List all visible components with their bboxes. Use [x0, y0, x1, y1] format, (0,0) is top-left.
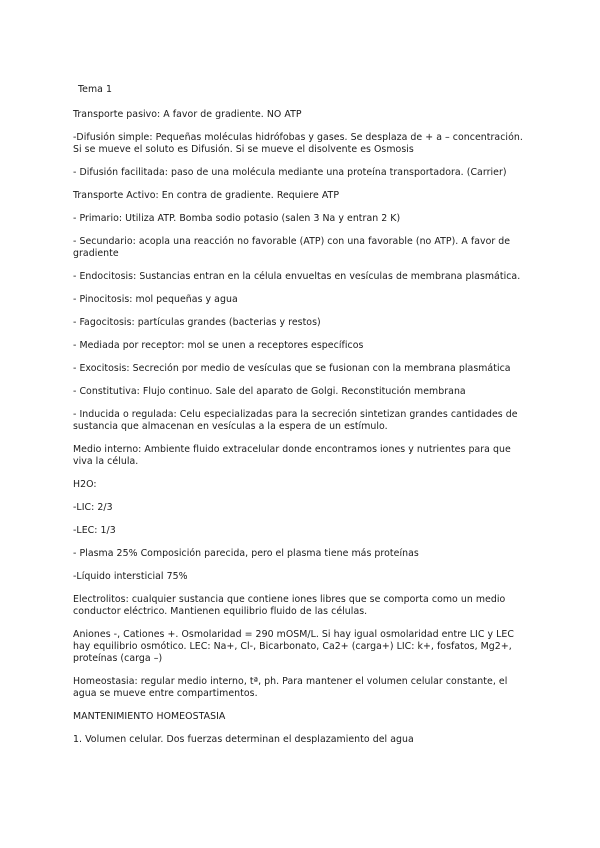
paragraph-difusion-simple: -Difusión simple: Pequeñas moléculas hidrófobas y gases. Se desplaza de + a – concentración. Si se mueve el soluto es Difusión. Si se mueve el disolvente es Osmosis — [73, 132, 526, 155]
paragraph-liquido-intersticial: -Líquido intersticial 75% — [73, 571, 188, 582]
paragraph-fagocitosis: - Fagocitosis: partículas grandes (bacterias y restos) — [73, 317, 321, 328]
paragraph-difusion-facilitada: - Difusión facilitada: paso de una molécula mediante una proteína transportadora. (Carrier) — [73, 167, 507, 178]
paragraph-endocitosis: - Endocitosis: Sustancias entran en la célula envueltas en vesículas de membrana plasmática. — [73, 271, 521, 282]
paragraph-constitutiva: - Constitutiva: Flujo continuo. Sale del aparato de Golgi. Reconstitución membrana — [73, 386, 466, 397]
section-title: Tema 1 — [78, 84, 113, 95]
paragraph-mediada-receptor: - Mediada por receptor: mol se unen a receptores específicos — [73, 340, 364, 351]
paragraph-plasma: - Plasma 25% Composición parecida, pero el plasma tiene más proteínas — [73, 548, 419, 559]
paragraph-h2o: H2O: — [73, 479, 97, 490]
paragraph-lic: -LIC: 2/3 — [73, 502, 113, 513]
heading-transporte-pasivo: Transporte pasivo: A favor de gradiente. NO ATP — [73, 109, 302, 120]
document-body — [73, 84, 531, 757]
paragraph-primario: - Primario: Utiliza ATP. Bomba sodio potasio (salen 3 Na y entran 2 K) — [73, 213, 401, 224]
paragraph-pinocitosis: - Pinocitosis: mol pequeñas y agua — [73, 294, 238, 305]
paragraph-medio-interno: Medio interno: Ambiente fluido extracelular donde encontramos iones y nutrientes para que viva la célula. — [73, 444, 514, 467]
paragraph-homeostasia: Homeostasia: regular medio interno, tª, ph. Para mantener el volumen celular constante, el agua se mueve entre compartimentos. — [73, 676, 511, 699]
paragraph-volumen-celular: 1. Volumen celular. Dos fuerzas determinan el desplazamiento del agua — [73, 734, 414, 745]
paragraph-lec: -LEC: 1/3 — [73, 525, 116, 536]
paragraph-secundario: - Secundario: acopla una reacción no favorable (ATP) con una favorable (no ATP). A favor de gradiente — [73, 236, 514, 259]
paragraph-exocitosis: - Exocitosis: Secreción por medio de vesículas que se fusionan con la membrana plasmática — [73, 363, 511, 374]
paragraph-aniones-cationes: Aniones -, Cationes +. Osmolaridad = 290 mOSM/L. Si hay igual osmolaridad entre LIC y LEC hay equilibrio osmótico. LEC: Na+, Cl-, Bicarbonato, Ca2+ (carga+) LIC: k+, fosfatos, Mg2+, proteínas (carga –) — [73, 629, 517, 664]
paragraph-inducida: - Inducida o regulada: Celu especializadas para la secreción sintetizan grandes cantidades de sustancia que almacenan en vesículas a la espera de un estímulo. — [73, 409, 521, 432]
heading-mantenimiento-homeostasia: MANTENIMIENTO HOMEOSTASIA — [73, 711, 226, 722]
paragraph-electrolitos: Electrolitos: cualquier sustancia que contiene iones libres que se comporta como un medio conductor eléctrico. Mantienen equilibrio fluido de las células. — [73, 594, 509, 617]
heading-transporte-activo: Transporte Activo: En contra de gradiente. Requiere ATP — [73, 190, 340, 201]
